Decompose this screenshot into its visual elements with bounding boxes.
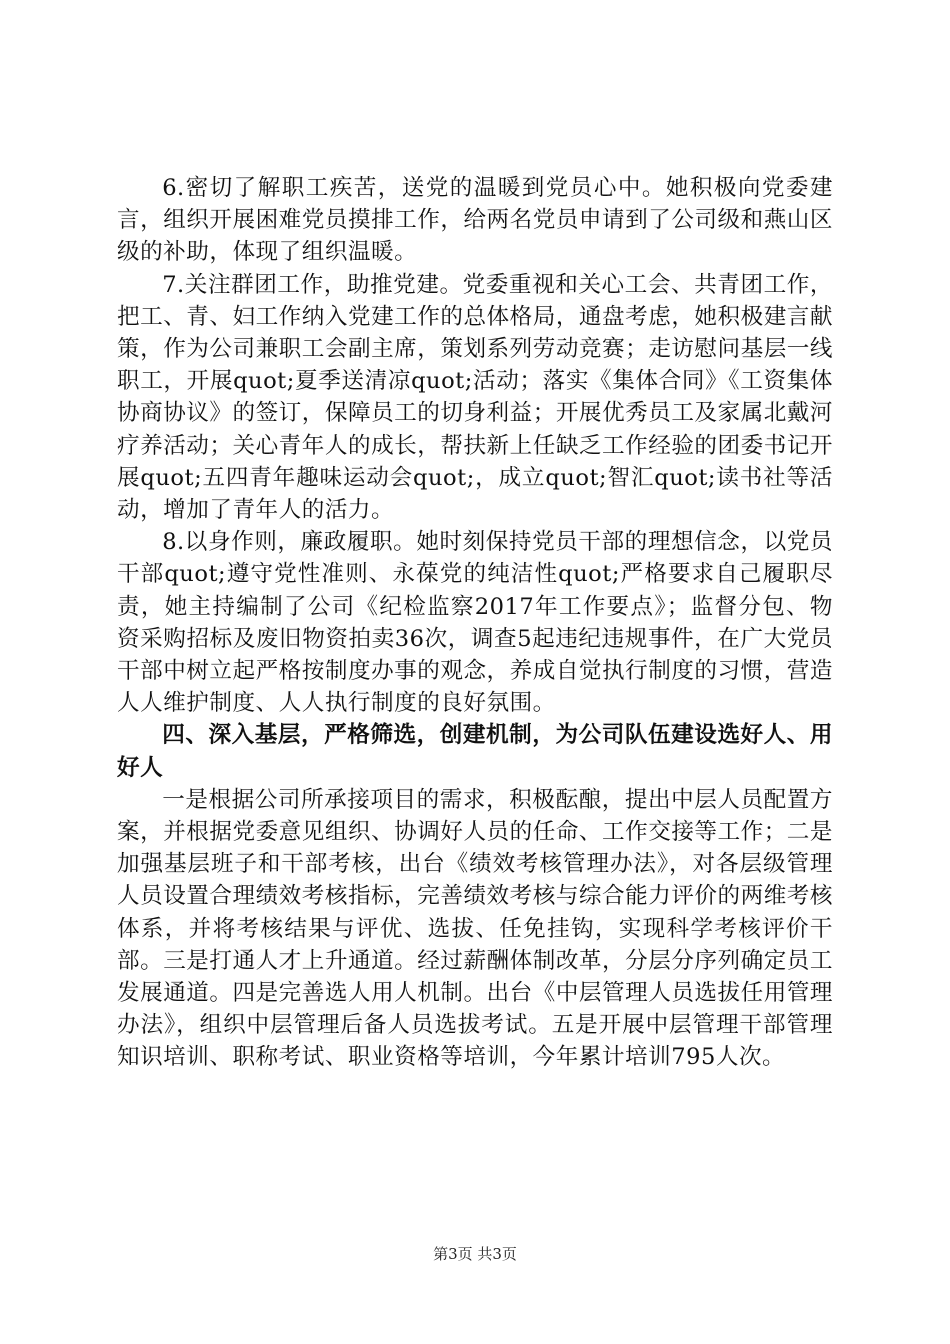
section-heading-4: 四、深入基层，严格筛选，创建机制，为公司队伍建设选好人、用好人 bbox=[117, 722, 833, 781]
paragraph-item-7: 7.关注群团工作，助推党建。党委重视和关心工会、共青团工作，把工、青、妇工作纳入党建工作的总体格局，通盘考虑，她积极建言献策，作为公司兼职工会副主席，策划系列劳动竞赛；走访慰问基层一线职工，开展quot;夏季送清凉quot;活动；落实《集体合同》《工资集体协商协议》的签订，保障员工的切身利益；开展优秀员工及家属北戴河疗养活动；关心青年人的成长，帮扶新上任缺乏工作经验的团委书记开展quot;五四青年趣味运动会quot;，成立quot;智汇quot;读书社等活动，增加了青年人的活力。 bbox=[117, 271, 833, 524]
paragraph-item-6: 6.密切了解职工疾苦，送党的温暖到党员心中。她积极向党委建言，组织开展困难党员摸排工作，给两名党员申请到了公司级和燕山区级的补助，体现了组织温暖。 bbox=[117, 175, 833, 266]
document-body bbox=[117, 172, 833, 1074]
paragraph-section-4-body: 一是根据公司所承接项目的需求，积极酝酿，提出中层人员配置方案，并根据党委意见组织、协调好人员的任命、工作交接等工作；二是加强基层班子和干部考核，出台《绩效考核管理办法》，对各层级管理人员设置合理绩效考核指标，完善绩效考核与综合能力评价的两维考核体系，并将考核结果与评优、选拔、任免挂钩，实现科学考核评价干部。三是打通人才上升通道。经过薪酬体制改革，分层分序列确定员工发展通道。四是完善选人用人机制。出台《中层管理人员选拔任用管理办法》，组织中层管理后备人员选拔考试。五是开展中层管理干部管理知识培训、职称考试、职业资格等培训，今年累计培训795人次。 bbox=[117, 786, 833, 1071]
paragraph-item-8: 8.以身作则，廉政履职。她时刻保持党员干部的理想信念，以党员干部quot;遵守党性准则、永葆党的纯洁性quot;严格要求自己履职尽责，她主持编制了公司《纪检监察2017年工作要点》；监督分包、物资采购招标及废旧物资拍卖36次，调查5起违纪违规事件，在广大党员干部中树立起严格按制度办事的观念，养成自觉执行制度的习惯，营造人人维护制度、人人执行制度的良好氛围。 bbox=[117, 529, 833, 717]
page-number-footer: 第3页 共3页 bbox=[433, 1245, 517, 1263]
